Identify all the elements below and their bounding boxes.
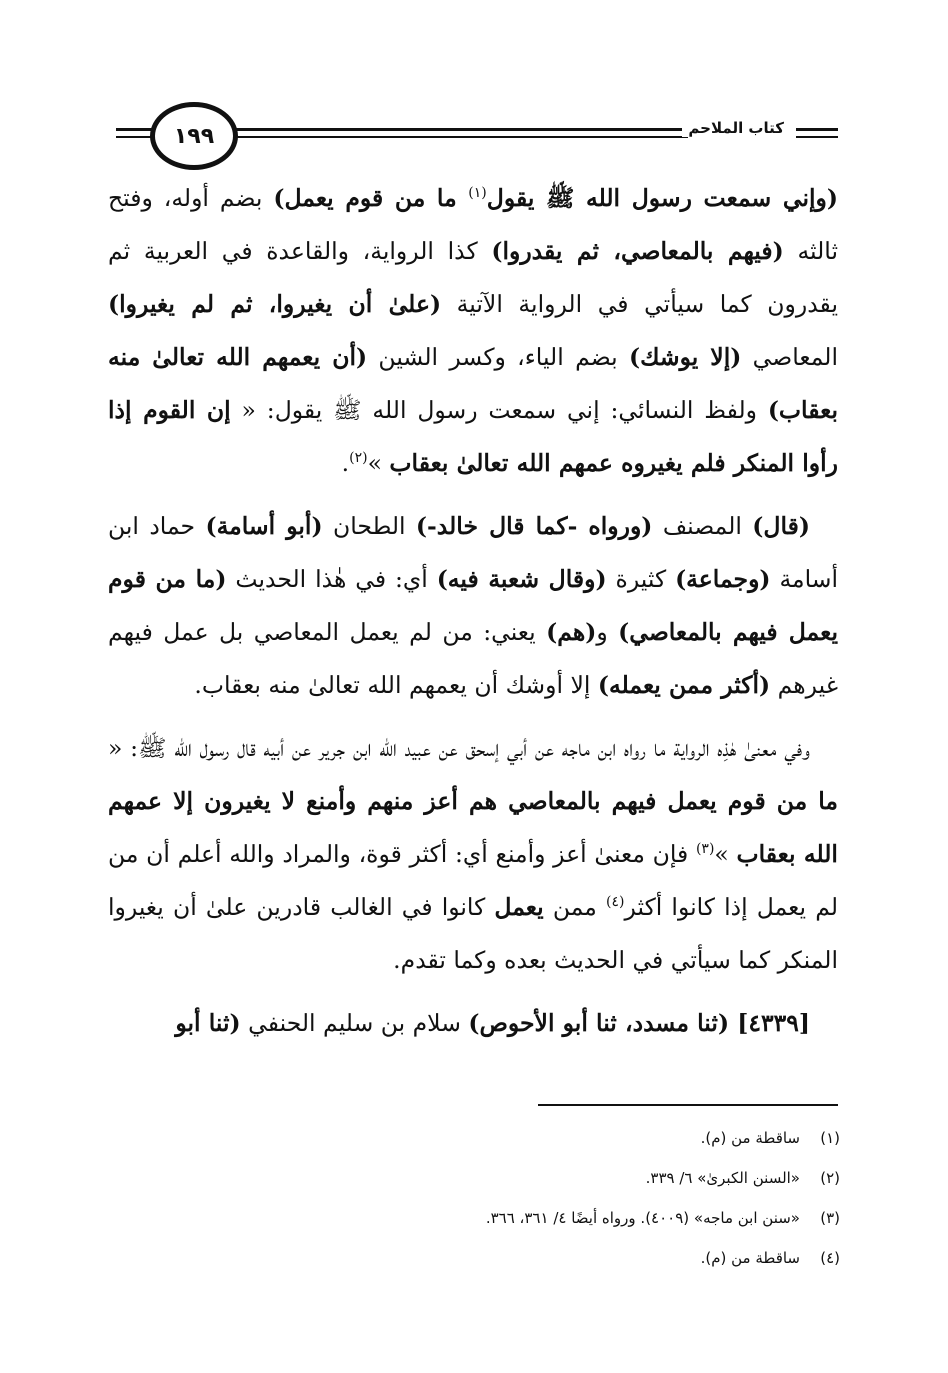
commentary-text: المصنف xyxy=(652,512,753,540)
commentary-text: كذا الرواية، والقاعدة في العربية ثم يقدرون كما سيأتي في الرواية الآتية xyxy=(108,237,838,318)
header-rule xyxy=(796,128,838,131)
hadith-text: (هم) xyxy=(546,618,597,646)
header-rule xyxy=(796,136,838,138)
running-title: كتاب الملاحم xyxy=(682,119,790,137)
commentary-text: بضم أوله، وفتح ثالثه xyxy=(108,184,838,265)
commentary-text: » xyxy=(714,840,737,868)
commentary-text: سلام بن سليم الحنفي xyxy=(240,1009,469,1037)
page-header xyxy=(108,102,838,172)
hadith-text: (أكثر ممن يعمله) xyxy=(597,671,771,699)
commentary-text: كانوا في الغالب قادرين علىٰ أن يغيروا المنكر كما سيأتي في الحديث بعده وكما تقدم. xyxy=(108,893,838,974)
header-rule xyxy=(223,128,688,131)
hadith-text: (وجماعة) xyxy=(675,565,771,593)
commentary-text: و xyxy=(596,618,619,646)
paragraph-3 xyxy=(108,722,838,987)
footnote-text: «السنن الكبرىٰ» ٦/ ٣٣٩. xyxy=(645,1169,800,1187)
footnote xyxy=(110,1198,840,1238)
hadith-text: (فيهم بالمعاصي، ثم يقدروا) xyxy=(491,237,784,265)
commentary-text: يعني: من لم يعمل المعاصي بل عمل فيهم غيرهم xyxy=(108,618,838,699)
header-rule xyxy=(223,136,688,138)
commentary-text: الطحان xyxy=(322,512,416,540)
commentary-text: بضم الياء، وكسر الشين xyxy=(367,343,629,371)
hadith-text: (أن يعمهم الله تعالىٰ منه بعقاب) xyxy=(108,343,838,424)
footnote-number: (٢) xyxy=(820,1169,840,1187)
commentary-text: إلا أوشك أن يعمهم الله تعالىٰ منه بعقاب. xyxy=(194,671,598,699)
hadith-text: (قال) xyxy=(752,512,810,540)
footnote xyxy=(110,1238,840,1278)
footnote-ref: (٢) xyxy=(349,450,368,467)
paragraph-2 xyxy=(108,500,838,712)
footnote-ref: (٣) xyxy=(695,841,715,858)
paragraph-4 xyxy=(108,997,838,1050)
footnote-text: ساقطة من (م). xyxy=(700,1129,800,1147)
footnote xyxy=(110,1158,840,1198)
commentary-text: فإن معنىٰ أعز وأمنع أي: أكثر قوة، والمراد والله أعلم أن من لم يعمل إذا كانوا أكثر xyxy=(108,840,838,921)
paragraph-1 xyxy=(108,172,838,490)
hadith-text: يعمل xyxy=(494,893,544,921)
footnotes xyxy=(110,1118,840,1278)
hadith-text: ما من قوم يعمل) xyxy=(273,184,469,212)
commentary-text: المعاصي xyxy=(741,343,838,371)
hadith-text: [٤٣٣٩] (ثنا مسدد، ثنا أبو الأحوص) xyxy=(468,1009,810,1037)
main-text xyxy=(108,172,838,1050)
footnote-text: «سنن ابن ماجه» (٤٠٠٩). ورواه أيضًا ٤/ ٣٦١، ٣٦٦. xyxy=(485,1209,800,1227)
commentary-text: أي: في هٰذا الحديث xyxy=(226,565,437,593)
commentary-text: حماد ابن أسامة xyxy=(108,512,839,593)
footnote-text: ساقطة من (م). xyxy=(700,1249,800,1267)
commentary-text: ممن xyxy=(543,893,607,921)
footnote-number: (٣) xyxy=(820,1209,840,1227)
footnote xyxy=(110,1118,840,1158)
hadith-text: (علىٰ أن يغيروا، ثم لم يغيروا) xyxy=(108,290,442,318)
footnote-number: (١) xyxy=(820,1129,840,1147)
footnote-ref: (١) xyxy=(468,185,487,202)
commentary-text: وفي معنىٰ هٰذِه الرواية ما رواه ابن ماجه عن أبي إسحق عن عبيد الله ابن جرير عن أبيه قال رسول الله ﷺ: « xyxy=(108,734,810,762)
hadith-text: (ثنا أبو xyxy=(175,1009,241,1037)
hadith-text: إن القوم إذا رأوا المنكر فلم يغيروه عمهم الله تعالىٰ بعقاب xyxy=(108,396,838,477)
page-number: ١٩٩ xyxy=(150,102,238,170)
hadith-text: (وقال شعبة فيه) xyxy=(436,565,607,593)
hadith-text: (وإني سمعت رسول الله ﷺ يقول xyxy=(486,184,838,212)
commentary-text: كثيرة xyxy=(606,565,676,593)
footnote-number: (٤) xyxy=(820,1249,840,1267)
hadith-text: (أبو أسامة) xyxy=(205,512,323,540)
hadith-text: ما من قوم يعمل فيهم بالمعاصي هم أعز منهم وأمنع لا يغيرون إلا عمهم الله بعقاب xyxy=(108,787,838,868)
footnote-ref: (٤) xyxy=(606,894,625,911)
commentary-text: . xyxy=(341,449,350,477)
hadith-text: (ورواه -كما قال خالد-) xyxy=(415,512,653,540)
hadith-text: (إلا يوشك) xyxy=(628,343,742,371)
hadith-text: (ما من قوم يعمل فيهم بالمعاصي) xyxy=(108,565,838,646)
commentary-text: ولفظ النسائي: إني سمعت رسول الله ﷺ يقول: « xyxy=(230,396,768,424)
commentary-text: » xyxy=(367,449,390,477)
footnote-separator xyxy=(538,1104,838,1106)
